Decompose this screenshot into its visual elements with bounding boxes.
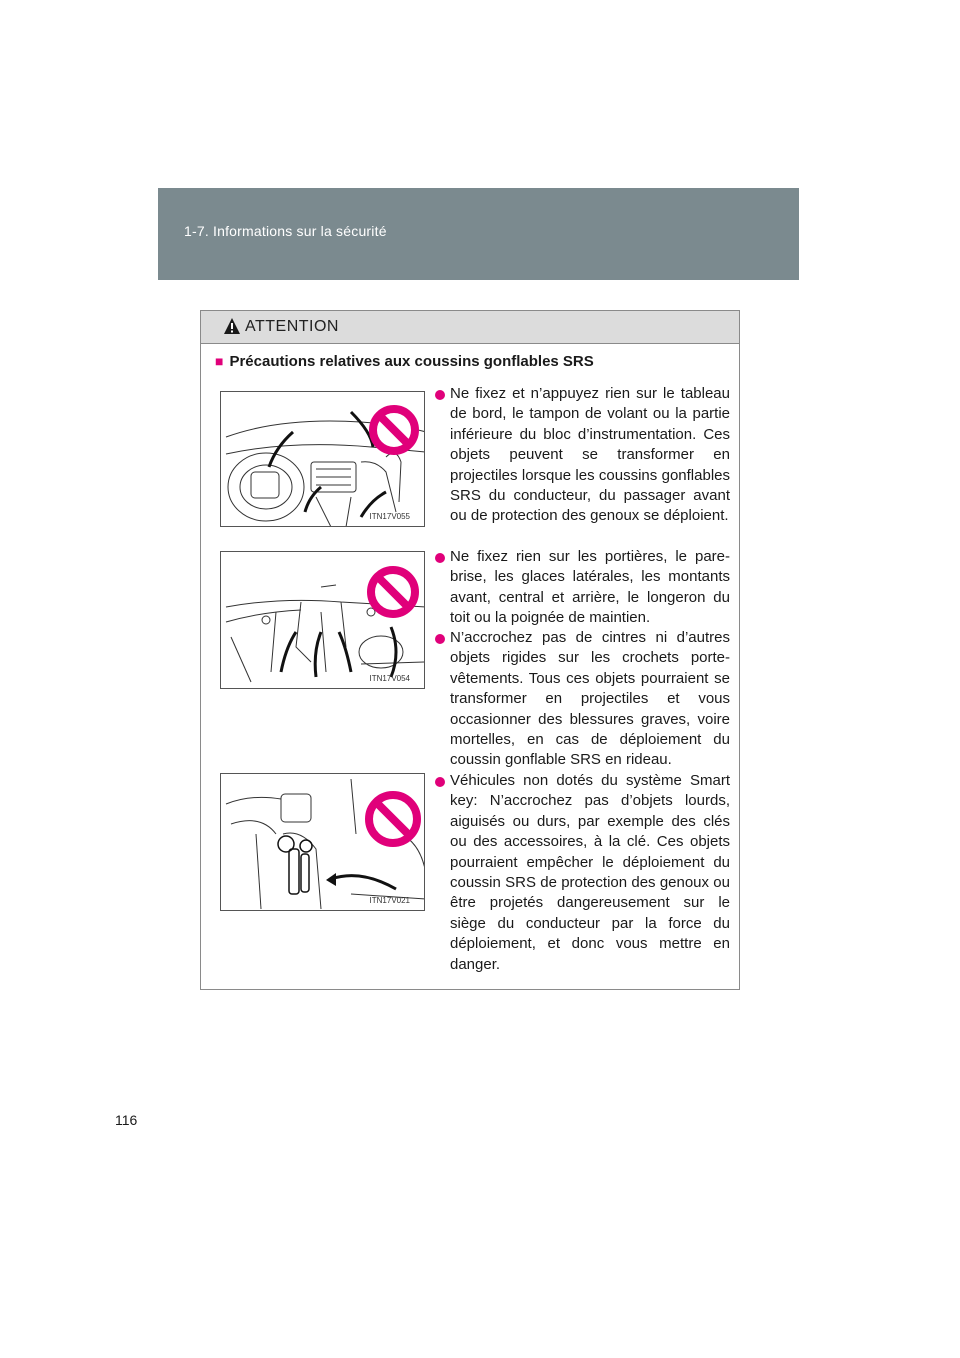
warning-triangle-icon [223, 317, 241, 335]
section-header: 1-7. Informations sur la sécurité [184, 223, 387, 239]
bullet-dot-icon [435, 634, 445, 644]
warning-box [200, 310, 740, 990]
bullet-dot-icon [435, 553, 445, 563]
bullet-text: Véhicules non dotés du système Smart key: N’accrochez pas d’objets lourds, aiguisés ou durs, par exemple des clés ou des accessoires, à la clé. Ces objets pourraient empêcher le déploiement du coussin SRS de protection des genoux ou être projetés dangereusement sur le siège du conducteur par la force du déploiement, et donc vous mettre en danger. [450, 772, 730, 973]
figure-interior [220, 551, 425, 689]
figure-code: ITN17V055 [369, 512, 410, 521]
figure-dashboard [220, 391, 425, 527]
warning-title: ATTENTION [245, 318, 339, 335]
bullet-item [435, 547, 730, 629]
bullet-dot-icon [435, 777, 445, 787]
bullet-item [435, 384, 730, 527]
warning-header [201, 311, 739, 344]
bullet-item [435, 628, 730, 771]
key-illustration [221, 774, 425, 911]
figure-keys [220, 773, 425, 911]
figure-code: ITN17V054 [369, 674, 410, 683]
bullet-text: Ne fixez rien sur les portières, le pare-brise, les glaces latérales, les montants avant, central et arrière, le longeron du toit ou la poignée de maintien. [450, 548, 730, 627]
bullet-text: Ne fixez et n’appuyez rien sur le tableau de bord, le tampon de volant ou la partie inférieure du bloc d’instrumentation. Ces objets peuvent se transformer en projectiles lorsque les coussins gonflables SRS du conducteur, du passager avant ou de protection des genoux se déploient. [450, 385, 730, 525]
page-number: 116 [115, 1112, 138, 1128]
bullet-item [435, 771, 730, 975]
dashboard-illustration [221, 392, 425, 527]
interior-illustration [221, 552, 425, 689]
square-bullet-icon: ■ [215, 353, 224, 369]
bullet-text: N’accrochez pas de cintres ni d’autres objets rigides sur les crochets porte-vêtements. Tous ces objets pourraient se transformer en projectiles et vous occasionner des blessures graves, voire mortelles, en cas de déploiement du coussin gonflable SRS en rideau. [450, 629, 730, 769]
figure-code: ITN17V021 [369, 896, 410, 905]
section-title-text: Précautions relatives aux coussins gonflables SRS [229, 353, 594, 370]
bullet-dot-icon [435, 390, 445, 400]
section-title [215, 353, 594, 370]
header-band [158, 188, 799, 280]
